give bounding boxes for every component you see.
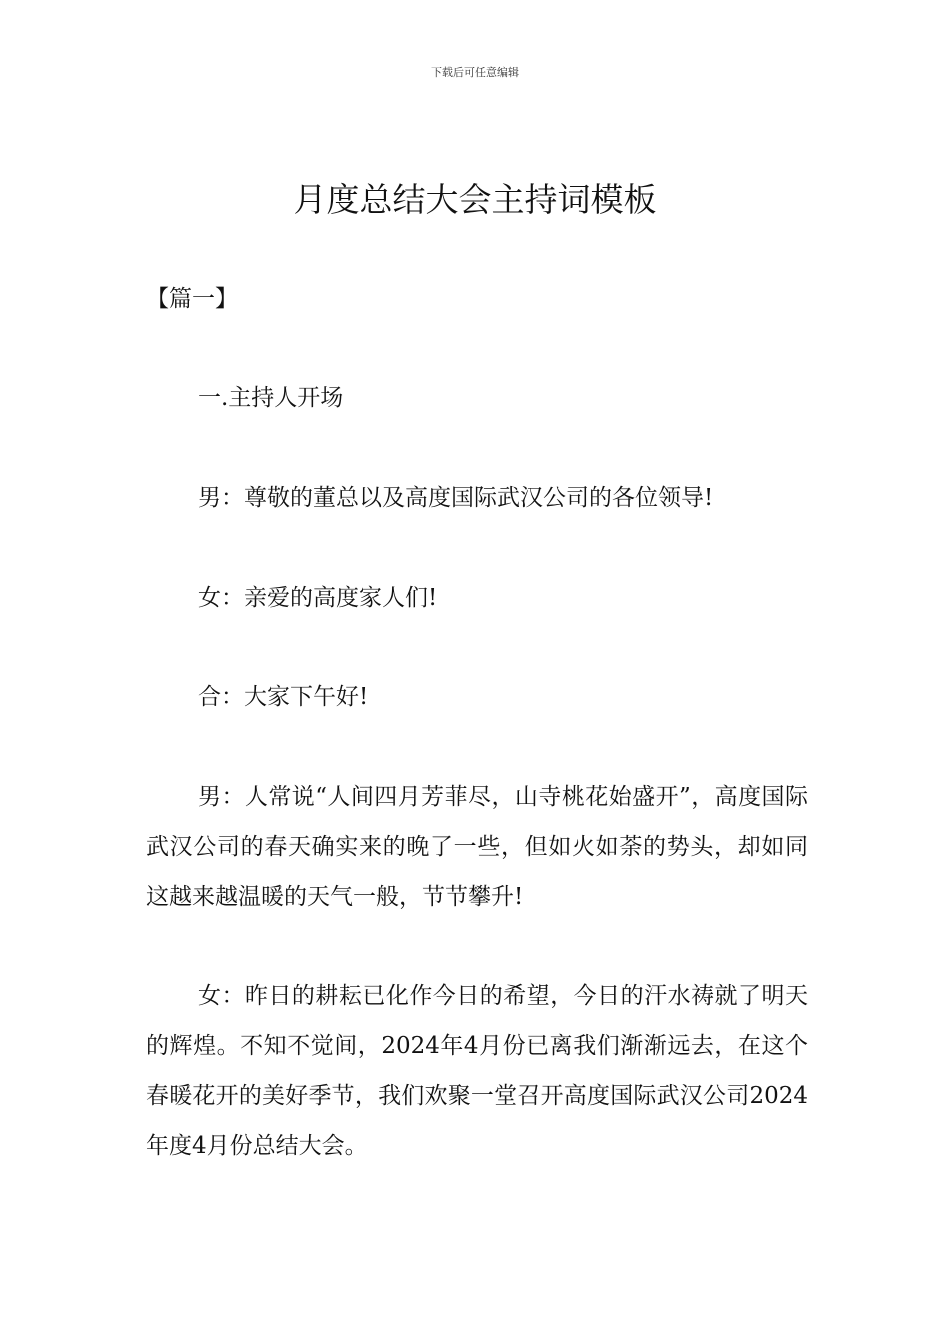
paragraph: 合：大家下午好!	[198, 684, 369, 710]
paragraph: 女：昨日的耕耘已化作今日的希望，今日的汗水祷就了明天的辉煌。不知不觉间，2024年4月份已离我们渐渐远去，在这个春暖花开的美好季节，我们欢聚一堂召开高度国际武汉公司2024年度4月份总结大会。	[146, 983, 808, 1159]
paragraph: 男：尊敬的董总以及高度国际武汉公司的各位领导!	[198, 485, 714, 511]
paragraph: 女：亲爱的高度家人们!	[198, 585, 438, 611]
header-note: 下载后可任意编辑	[431, 66, 519, 79]
paragraph-heading: 一.主持人开场	[198, 385, 344, 411]
document-title: 月度总结大会主持词模板	[293, 180, 657, 219]
section-label: 【篇一】	[146, 286, 238, 312]
paragraph: 男：人常说“人间四月芳菲尽，山寺桃花始盛开”，高度国际武汉公司的春天确实来的晚了一些，但如火如荼的势头，却如同这越来越温暖的天气一般，节节攀升!	[146, 784, 808, 910]
